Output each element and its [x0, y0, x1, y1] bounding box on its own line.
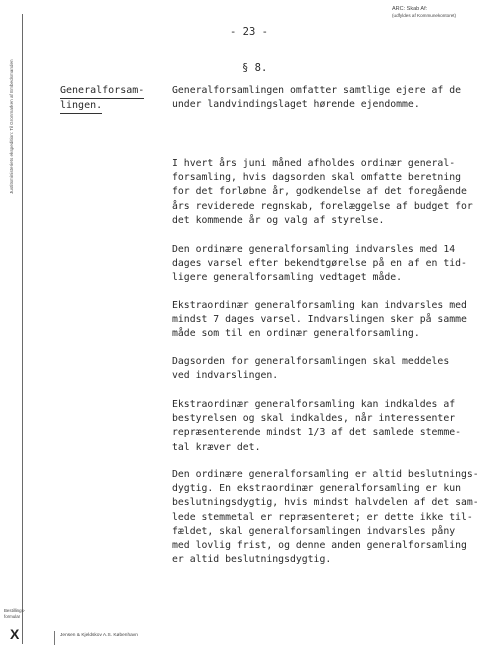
text-line: års reviderede regnskab, forelæggelse af budget for — [172, 200, 473, 212]
paragraph-2 — [172, 157, 472, 228]
text-line: beslutningsdygtig, hvis mindst halvdelen af det sam- — [172, 497, 479, 509]
text-line: under landvindingslaget hørende ejendomme. — [172, 99, 420, 111]
cross-mark: X — [10, 626, 20, 642]
text-line: med lovlig frist, og denne anden generalforsamling — [172, 540, 467, 552]
text-line: forsamling, hvis dagsorden skal omfatte beretning — [172, 172, 462, 184]
paragraph-3 — [172, 243, 472, 286]
text-line: tal kræver det. — [172, 441, 261, 453]
marginal-heading-line-1: Generalforsam- — [60, 84, 144, 99]
stamp-line-1: ARC: Skab Af: — [392, 6, 428, 12]
paragraph-5 — [172, 355, 472, 383]
text-line: Generalforsamlingen omfatter samtlige ejere af de — [172, 85, 462, 96]
text-line: bestyrelsen og skal indkaldes, når interessenter — [172, 413, 456, 425]
header-stamp — [392, 6, 478, 19]
page-number: - 23 - — [230, 26, 268, 38]
paragraph-7 — [172, 468, 479, 567]
text-line: for det forløbne år, godkendelse af det foregående — [172, 186, 467, 198]
text-line: ved indvarslingen. — [172, 370, 279, 382]
left-margin-rule — [22, 14, 23, 644]
text-line: ligere generalforsamling vedtaget måde. — [172, 272, 403, 284]
footer-divider — [54, 631, 55, 645]
text-line: dygtig. En ekstraordinær generalforsamling er kun — [172, 483, 462, 495]
text-line: repræsenterende mindst 1/3 af det samlede stemme- — [172, 427, 462, 439]
text-line: Den ordinære generalforsamling er altid beslutnings- — [172, 469, 479, 480]
text-line: dages varsel efter bekendtgørelse på en af en tid- — [172, 258, 467, 270]
margin-vertical-text: Justitsministeriets ekspedition: Til Gronmarken af Embedsmanden — [9, 59, 14, 194]
form-label-line-2: formular — [4, 614, 21, 619]
text-line: fældet, skal generalforsamlingen indvarsles påny — [172, 525, 456, 537]
text-line: er altid beslutningsdygtig. — [172, 554, 332, 566]
text-line: det kommende år og valg af styrelse. — [172, 214, 385, 226]
text-line: Den ordinære generalforsamling indvarsles med 14 — [172, 244, 456, 255]
marginal-heading — [60, 84, 160, 114]
paragraph-4 — [172, 299, 472, 342]
text-line: måde som til en ordinær generalforsamling. — [172, 328, 420, 340]
form-label-line-1: Bestillings- — [4, 608, 26, 613]
section-number: § 8. — [242, 62, 268, 74]
paragraph-6 — [172, 398, 472, 455]
printer-imprint: Jensen & Kjeldskov A.S. København — [60, 633, 138, 638]
text-line: Ekstraordinær generalforsamling kan indkaldes af — [172, 399, 456, 410]
stamp-line-2: (udfyldes af Kommunekontoret) — [392, 13, 457, 18]
form-label — [4, 608, 30, 620]
paragraph-1 — [172, 84, 472, 112]
text-line: lede stemmetal er repræsenteret; er dette ikke til- — [172, 511, 473, 523]
text-line: mindst 7 dages varsel. Indvarslingen sker på samme — [172, 314, 467, 326]
text-line: Ekstraordinær generalforsamling kan indvarsles med — [172, 300, 467, 311]
text-line: I hvert års juni måned afholdes ordinær general- — [172, 158, 456, 169]
text-line: Dagsorden for generalforsamlingen skal meddeles — [172, 356, 450, 367]
marginal-heading-line-2: lingen. — [60, 99, 102, 114]
